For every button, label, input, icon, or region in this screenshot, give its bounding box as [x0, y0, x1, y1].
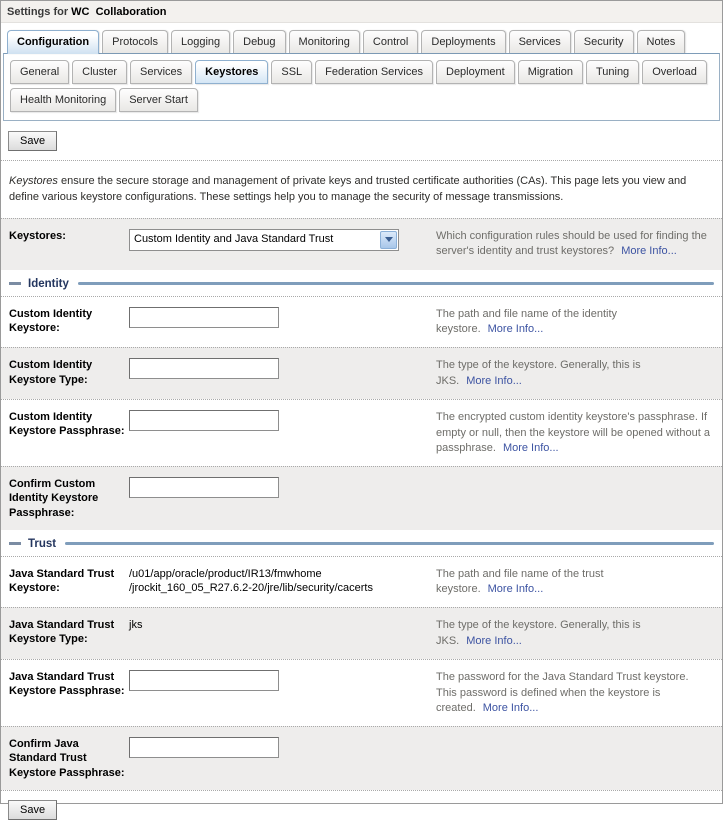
subtab-migration[interactable]	[518, 60, 583, 84]
subtab-cluster[interactable]	[72, 60, 127, 84]
help-text: The type of the keystore. Generally, this is JKS.	[436, 359, 641, 387]
help-text: The path and file name of the trust keystore.	[436, 567, 604, 596]
subtab-label: Keystores	[205, 66, 259, 78]
tab-label: Configuration	[17, 36, 90, 48]
keystores-select[interactable]	[129, 229, 399, 251]
subtab-label: SSL	[281, 66, 303, 78]
keystore-path-line: /jrockit_160_05_R27.6.2-20/jre/lib/security/cacerts	[129, 582, 373, 595]
tab-monitoring[interactable]	[289, 30, 360, 53]
tab-label: Deployments	[431, 36, 496, 48]
more-info-link[interactable]: More Info...	[487, 583, 544, 596]
help-text: The type of the keystore. Generally, this is JKS.	[436, 619, 641, 647]
row-java-standard-trust-keystore-type	[1, 607, 722, 659]
help-text: Which configuration rules should be used for finding the server's identity and trust keystores?	[436, 229, 707, 258]
server-name: WC Collaboration	[71, 5, 167, 18]
row-java-standard-trust-keystore-passphrase	[1, 659, 722, 726]
subtab-label: Health Monitoring	[20, 94, 107, 106]
tab-security[interactable]	[574, 30, 634, 53]
subtab-label: Services	[139, 66, 183, 78]
tab-label: Control	[372, 36, 409, 48]
field-help	[436, 670, 714, 716]
collapse-dash-icon	[9, 282, 21, 285]
row-keystores	[1, 218, 722, 270]
subtab-general[interactable]	[10, 60, 69, 84]
custom-identity-keystore-type-input[interactable]	[129, 358, 279, 379]
subtab-ssl[interactable]	[271, 60, 312, 84]
field-help	[436, 567, 714, 598]
tab-label: Security	[583, 36, 624, 48]
row-confirm-java-standard-trust-keystore-passphrase	[1, 726, 722, 789]
primary-tab-row	[1, 23, 722, 53]
custom-identity-keystore-input[interactable]	[129, 307, 279, 328]
field-label: Confirm Custom Identity Keystore Passphrase:	[9, 478, 99, 519]
field-label: Java Standard Trust Keystore:	[9, 567, 115, 594]
tab-logging[interactable]	[171, 30, 230, 53]
help-text: The password for the Java Standard Trust keystore. This password is defined when the keystore is created.	[436, 671, 689, 714]
secondary-tab-box	[3, 53, 720, 121]
section-rule	[65, 542, 714, 545]
collapse-dash-icon	[9, 542, 21, 545]
subtab-label: Cluster	[82, 66, 117, 78]
tertiary-tab-row	[8, 88, 715, 114]
subtab-label: Overload	[652, 66, 697, 78]
page-title	[1, 1, 722, 23]
subtab-label: Server Start	[129, 94, 188, 106]
subtab-federation-services[interactable]	[315, 60, 433, 84]
subtab-overload[interactable]	[642, 60, 707, 84]
section-trust	[1, 530, 722, 556]
tab-configuration[interactable]	[7, 30, 99, 54]
confirm-java-standard-trust-keystore-passphrase-input[interactable]	[129, 737, 279, 758]
more-info-link[interactable]: More Info...	[487, 323, 544, 336]
keystores-selected-value: Custom Identity and Java Standard Trust	[134, 233, 334, 246]
field-help	[436, 229, 714, 260]
keystore-path-line: /u01/app/oracle/product/IR13/fmwhome	[129, 567, 322, 580]
field-label: Custom Identity Keystore Passphrase:	[9, 411, 125, 438]
intro-lead-word: Keystores	[9, 175, 58, 187]
section-title: Trust	[28, 537, 57, 550]
tab-protocols[interactable]	[102, 30, 168, 53]
tab-notes[interactable]	[637, 30, 686, 53]
custom-identity-keystore-passphrase-input[interactable]	[129, 410, 279, 431]
field-label: Custom Identity Keystore Type:	[9, 359, 93, 386]
content-area	[1, 121, 722, 829]
java-standard-trust-keystore-passphrase-input[interactable]	[129, 670, 279, 691]
intro-text: ensure the secure storage and management of private keys and trusted certificate authorities (CAs). This page lets you view and define various keystore configurations. These settings help you to manage the security of message transmissions.	[9, 175, 687, 203]
more-info-link[interactable]: More Info...	[466, 374, 522, 387]
field-help	[436, 307, 714, 338]
tab-label: Monitoring	[298, 36, 350, 48]
tab-control[interactable]	[363, 30, 418, 53]
more-info-link[interactable]: More Info...	[502, 442, 559, 454]
field-label: Custom Identity Keystore:	[9, 307, 93, 334]
section-rule	[78, 282, 714, 285]
field-help	[436, 618, 714, 649]
tab-label: Services	[518, 36, 561, 48]
row-custom-identity-keystore-type	[1, 347, 722, 399]
help-text: The encrypted custom identity keystore's passphrase. If empty or null, then the keystore will be opened without a passphrase.	[436, 411, 710, 454]
tab-debug[interactable]	[233, 30, 285, 53]
row-java-standard-trust-keystore	[1, 556, 722, 608]
confirm-custom-identity-keystore-passphrase-input[interactable]	[129, 477, 279, 498]
subtab-label: Migration	[527, 66, 573, 78]
more-info-link[interactable]: More Info...	[466, 634, 522, 647]
save-button-bottom[interactable]: Save	[8, 800, 57, 820]
save-button-top[interactable]: Save	[8, 131, 57, 151]
row-confirm-custom-identity-keystore-passphrase	[1, 466, 722, 529]
row-custom-identity-keystore	[1, 296, 722, 348]
field-help	[436, 358, 714, 389]
intro-paragraph	[1, 160, 722, 218]
more-info-link[interactable]: More Info...	[482, 701, 539, 714]
section-title: Identity	[28, 277, 69, 290]
tab-deployments[interactable]	[421, 30, 505, 53]
subtab-health-monitoring[interactable]	[10, 88, 116, 112]
help-text: The path and file name of the identity keystore.	[436, 307, 618, 336]
subtab-deployment[interactable]	[436, 60, 515, 84]
row-custom-identity-keystore-passphrase	[1, 399, 722, 466]
subtab-server-start[interactable]	[119, 88, 198, 112]
field-label: Java Standard Trust Keystore Passphrase:	[9, 671, 125, 698]
field-label: Keystores:	[9, 229, 66, 242]
top-button-bar	[1, 129, 722, 160]
tab-label: Debug	[243, 36, 276, 48]
tab-label: Protocols	[112, 36, 158, 48]
subtab-keystores[interactable]	[195, 60, 268, 84]
field-label: Java Standard Trust Keystore Type:	[9, 619, 115, 646]
section-identity	[1, 270, 722, 296]
java-standard-trust-keystore-type-value: jks	[129, 619, 143, 632]
subtab-services[interactable]	[130, 60, 192, 84]
tab-services[interactable]	[509, 30, 571, 53]
more-info-link[interactable]: More Info...	[621, 245, 677, 258]
dropdown-arrow-icon	[380, 231, 397, 249]
java-standard-trust-keystore-value	[129, 567, 436, 597]
subtab-label: Deployment	[446, 66, 505, 78]
field-label: Confirm Java Standard Trust Keystore Passphrase:	[9, 738, 125, 779]
tab-label: Logging	[180, 36, 221, 48]
secondary-tab-row	[8, 60, 715, 88]
subtab-label: General	[20, 66, 60, 78]
field-help	[436, 410, 714, 456]
tab-strip	[1, 23, 722, 121]
tab-label: Notes	[646, 36, 676, 48]
subtab-label: Federation Services	[325, 66, 423, 78]
page-title-prefix: Settings for	[7, 5, 72, 18]
subtab-tuning[interactable]	[586, 60, 639, 84]
bottom-button-bar	[1, 790, 722, 829]
subtab-label: Tuning	[595, 66, 630, 78]
